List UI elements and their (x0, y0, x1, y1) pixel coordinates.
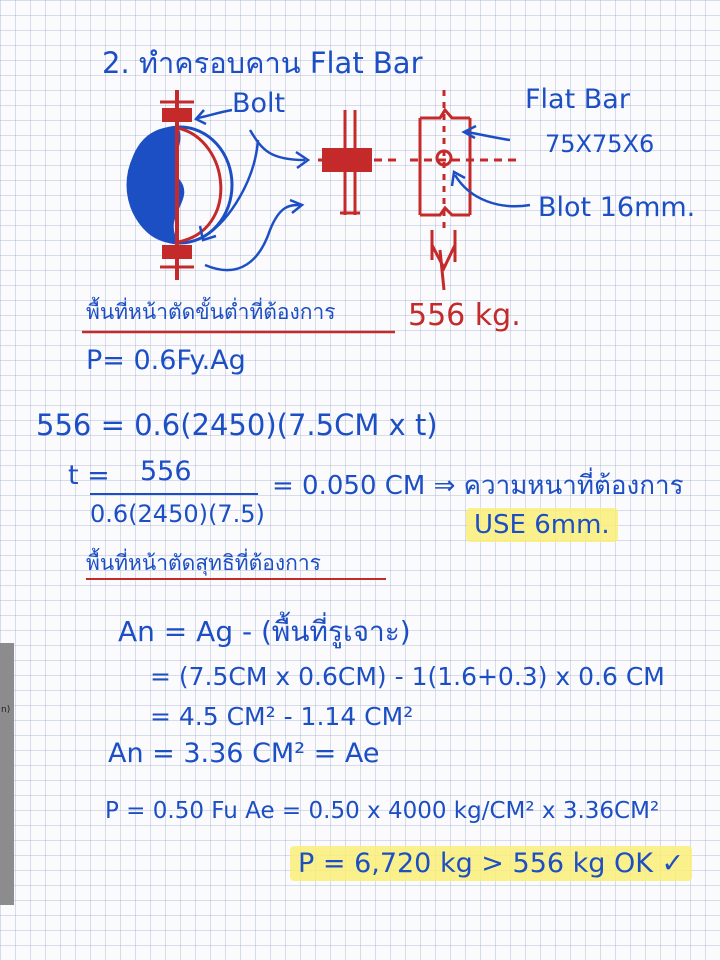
section2-underline (86, 578, 386, 580)
fraction-denominator: 0.6(2450)(7.5) (90, 500, 265, 528)
flat-bar-drawing (410, 90, 520, 290)
flat-bar-size: 75X75X6 (545, 130, 655, 158)
tensile-formula: P= 0.6Fy.Ag (86, 345, 246, 376)
load-label: 556 kg. (408, 298, 521, 333)
flat-bar-label: Flat Bar (525, 84, 630, 115)
heading: 2. ทำครอบคาน Flat Bar (102, 46, 423, 80)
flat-bar-pointer-arrows (452, 126, 530, 206)
fraction-numerator: 556 (140, 456, 192, 487)
net-area-result: An = 3.36 CM² = Ae (108, 738, 380, 769)
fraction-line (90, 493, 258, 495)
use-thickness: USE 6mm. (466, 508, 618, 542)
capacity-formula: P = 0.50 Fu Ae = 0.50 x 4000 kg/CM² x 3.36CM² (105, 798, 660, 824)
t-label: t = (68, 460, 110, 491)
net-area-formula: An = Ag - (พื้นที่รูเจาะ) (118, 615, 411, 648)
beam-section-drawing (128, 90, 232, 280)
net-area-calc-2: = 4.5 CM² - 1.14 CM² (150, 702, 414, 731)
net-area-calc-1: = (7.5CM x 0.6CM) - 1(1.6+0.3) x 0.6 CM (150, 662, 665, 691)
bolt-label: Bolt (232, 88, 286, 119)
section2-title: พื้นที่หน้าตัดสุทธิที่ต้องการ (86, 551, 321, 575)
bolt-size-label: Blot 16mm. (538, 192, 696, 223)
side-view-drawing (318, 110, 400, 215)
section1-title: พื้นที่หน้าตัดขั้นต่ำที่ต้องการ (86, 300, 336, 324)
bolt-pointer-arrows (196, 110, 308, 270)
thickness-result: = 0.050 CM ⇒ ความหนาที่ต้องการ (272, 471, 684, 501)
side-tab[interactable]: n) (0, 643, 14, 905)
thickness-equation: 556 = 0.6(2450)(7.5CM x t) (36, 408, 438, 442)
capacity-result: P = 6,720 kg > 556 kg OK ✓ (290, 846, 692, 881)
